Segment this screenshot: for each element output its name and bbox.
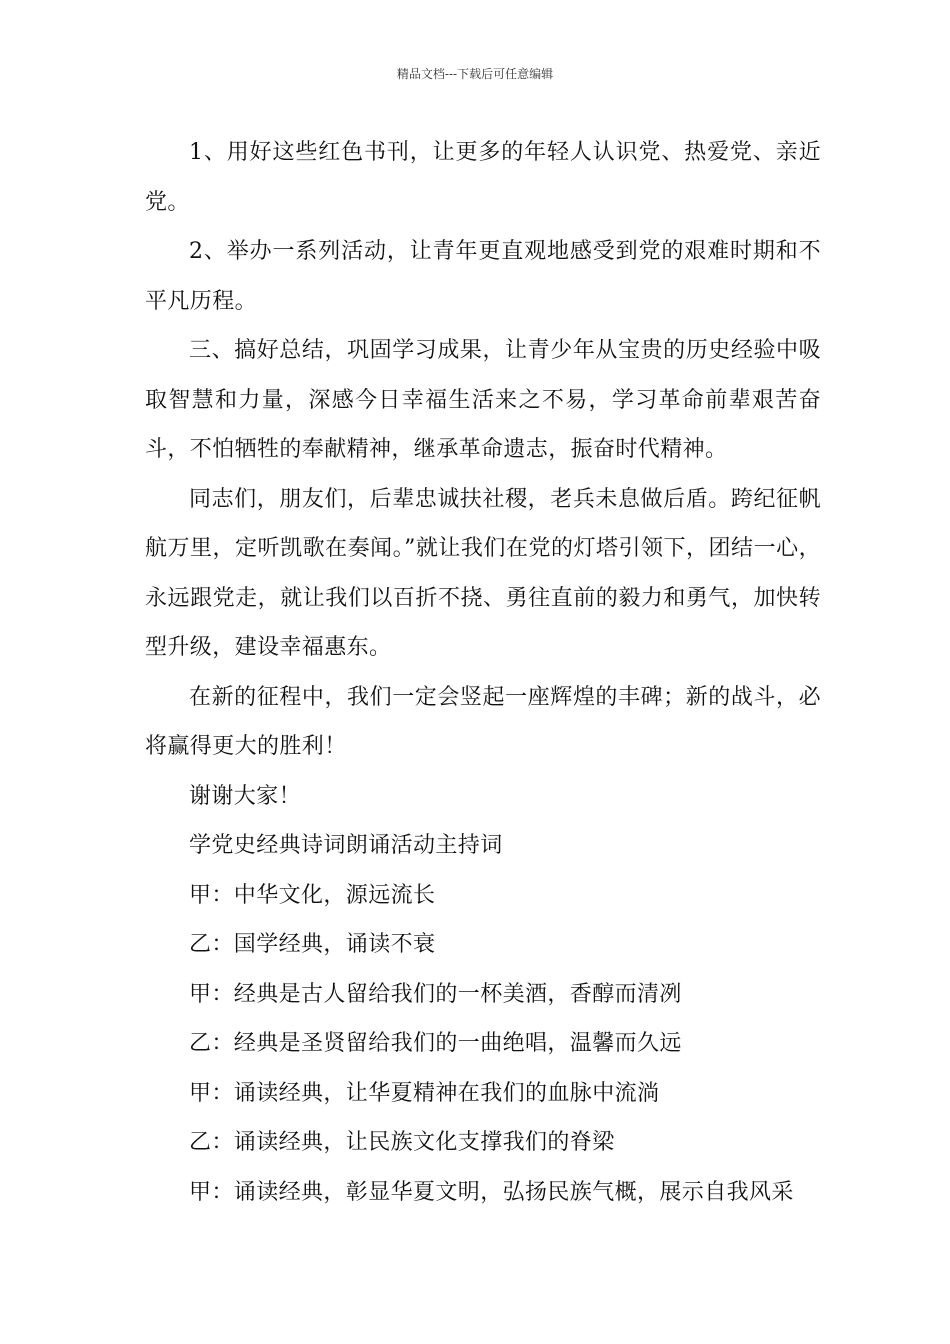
document-body bbox=[145, 128, 821, 1217]
paragraph-4: 同志们，朋友们，后辈忠诚扶社稷，老兵未息做后盾。跨纪征帆航万里，定听凯歌在奏闻。”就让我们在党的灯塔引领下，团结一心，永远跟党走，就让我们以百折不挠、勇往直前的毅力和勇气，加快转型升级，建设幸福惠东。 bbox=[145, 486, 821, 660]
paragraph-8: 甲：中华文化，源远流长 bbox=[189, 882, 436, 908]
paragraph-14: 甲：诵读经典，彰显华夏文明，弘扬民族气概，展示自我风采 bbox=[189, 1179, 794, 1205]
paragraph-13: 乙：诵读经典，让民族文化支撑我们的脊梁 bbox=[189, 1130, 615, 1155]
paragraph-3: 三、搞好总结，巩固学习成果，让青少年从宝贵的历史经验中吸取智慧和力量，深感今日幸福生活来之不易，学习革命前辈艰苦奋斗，不怕牺牲的奉献精神，继承革命遗志，振奋时代精神。 bbox=[145, 338, 821, 462]
paragraph-10: 甲：经典是古人留给我们的一杯美酒，香醇而清冽 bbox=[189, 981, 682, 1007]
paragraph-6: 谢谢大家！ bbox=[189, 783, 302, 809]
paragraph-2: 2、举办一系列活动，让青年更直观地感受到党的艰难时期和不平凡历程。 bbox=[145, 239, 821, 314]
paragraph-9: 乙：国学经典，诵读不衰 bbox=[189, 932, 436, 957]
page-header: 精品文档---下载后可任意编辑 bbox=[396, 67, 554, 81]
paragraph-7: 学党史经典诗词朗诵活动主持词 bbox=[189, 833, 503, 858]
paragraph-12: 甲：诵读经典，让华夏精神在我们的血脉中流淌 bbox=[189, 1080, 660, 1106]
paragraph-1: 1、用好这些红色书刊，让更多的年轻人认识党、热爱党、亲近党。 bbox=[145, 140, 821, 215]
paragraph-11: 乙：经典是圣贤留给我们的一曲绝唱，温馨而久远 bbox=[189, 1031, 682, 1056]
paragraph-5: 在新的征程中，我们一定会竖起一座辉煌的丰碑；新的战斗，必将赢得更大的胜利！ bbox=[145, 684, 821, 759]
